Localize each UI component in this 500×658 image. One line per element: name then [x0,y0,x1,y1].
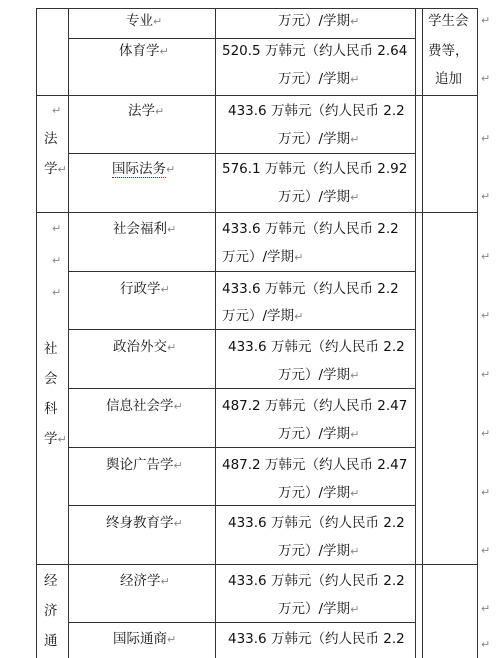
note-cell-line: 追加 [435,71,462,87]
fee-cell-line1: 万元）/学期↵ [278,13,360,29]
fee-cell-line2: 万元）/学期↵ [278,485,360,501]
major-cell: 终身教育学↵ [106,515,183,531]
note-cell-line: 学生会 [428,13,469,29]
paragraph-mark: ↵ [52,222,62,235]
fee-cell-line2: 万元）/学期↵ [278,367,360,383]
paragraph-mark: ↵ [481,132,491,145]
major-cell: 法学↵ [128,103,165,119]
paragraph-mark: ↵ [481,190,491,203]
group-cell-char: 学↵ [44,161,67,177]
row-divider [68,505,415,506]
major-cell: 行政学↵ [120,281,170,297]
row-divider [68,388,415,389]
major-cell: 舆论广告学↵ [106,457,183,473]
group-cell-char: 社 [44,341,58,357]
fee-cell-line1: 433.6 万韩元（约人民币 2.2 [228,515,405,531]
major-cell: 国际法务↵ [112,161,176,177]
row-divider [68,447,415,448]
col-divider [68,8,69,658]
fee-cell-line2: 万元）/学期↵ [278,426,360,442]
group-cell-char: 学↵ [44,431,67,447]
fee-cell-line2: 万元）/学期↵ [222,308,304,324]
major-cell: 体育学↵ [119,43,169,59]
row-divider [36,95,477,96]
fee-cell-line2: 万元）/学期↵ [222,249,304,265]
fee-cell-line2: 万元）/学期↵ [278,601,360,617]
major-cell: 经济学↵ [120,573,170,589]
row-divider [68,271,415,272]
paragraph-mark: ↵ [481,602,491,615]
row-divider [68,329,415,330]
paragraph-mark: ↵ [481,427,491,440]
paragraph-mark: ↵ [481,14,491,27]
row-divider [68,38,415,39]
fee-cell-line1: 433.6 万韩元（约人民币 2.2 [228,339,405,355]
col-divider [415,8,416,658]
paragraph-mark: ↵ [52,254,62,267]
table-border-top [36,8,477,9]
paragraph-mark: ↵ [52,286,62,299]
note-cell-line: 费等， [428,43,469,59]
col-divider [215,8,216,658]
group-cell-char: 通 [44,633,58,649]
fee-cell-line1: 520.5 万韩元（约人民币 2.64 [222,43,408,59]
fee-cell-line1: 576.1 万韩元（约人民币 2.92 [222,161,408,177]
paragraph-mark: ↵ [481,250,491,263]
fee-cell-line1: 433.6 万韩元（约人民币 2.2 [222,221,399,237]
fee-cell-line1: 433.6 万韩元（约人民币 2.2 [228,631,405,647]
table-border-right [477,8,478,658]
row-divider [68,153,415,154]
fee-cell-line1: 487.2 万韩元（约人民币 2.47 [222,398,408,414]
major-cell: 政治外交↵ [113,339,177,355]
paragraph-mark: ↵ [481,486,491,499]
fee-cell-line1: 433.6 万韩元（约人民币 2.2 [228,573,405,589]
table-border-left [36,8,37,658]
paragraph-mark: ↵ [481,368,491,381]
group-cell-char: 法 [44,131,58,147]
group-cell-char: 济 [44,603,58,619]
major-cell: 信息社会学↵ [106,398,183,414]
fee-cell-line1: 433.6 万韩元（约人民币 2.2 [228,103,405,119]
row-divider [68,622,415,623]
fee-cell-line2: 万元）/学期↵ [278,189,360,205]
paragraph-mark: ↵ [481,72,491,85]
paragraph-mark: ↵ [481,638,491,651]
fee-cell-line1: 487.2 万韩元（约人民币 2.47 [222,457,408,473]
group-cell-char: 科 [44,401,58,417]
fee-cell-line2: 万元）/学期↵ [278,71,360,87]
paragraph-mark: ↵ [52,104,62,117]
row-divider [36,564,477,565]
group-cell-char: 经 [44,573,58,589]
fee-cell-line2: 万元）/学期↵ [278,131,360,147]
major-cell: 国际通商↵ [113,631,177,647]
fee-cell-line2: 万元）/学期↵ [278,543,360,559]
row-divider [36,212,477,213]
fee-cell-line1: 433.6 万韩元（约人民币 2.2 [222,281,399,297]
major-cell: 专业↵ [126,13,163,29]
paragraph-mark: ↵ [481,309,491,322]
group-cell-char: 会 [44,371,58,387]
major-cell: 社会福利↵ [113,221,177,237]
col-divider [422,8,423,658]
paragraph-mark: ↵ [481,544,491,557]
